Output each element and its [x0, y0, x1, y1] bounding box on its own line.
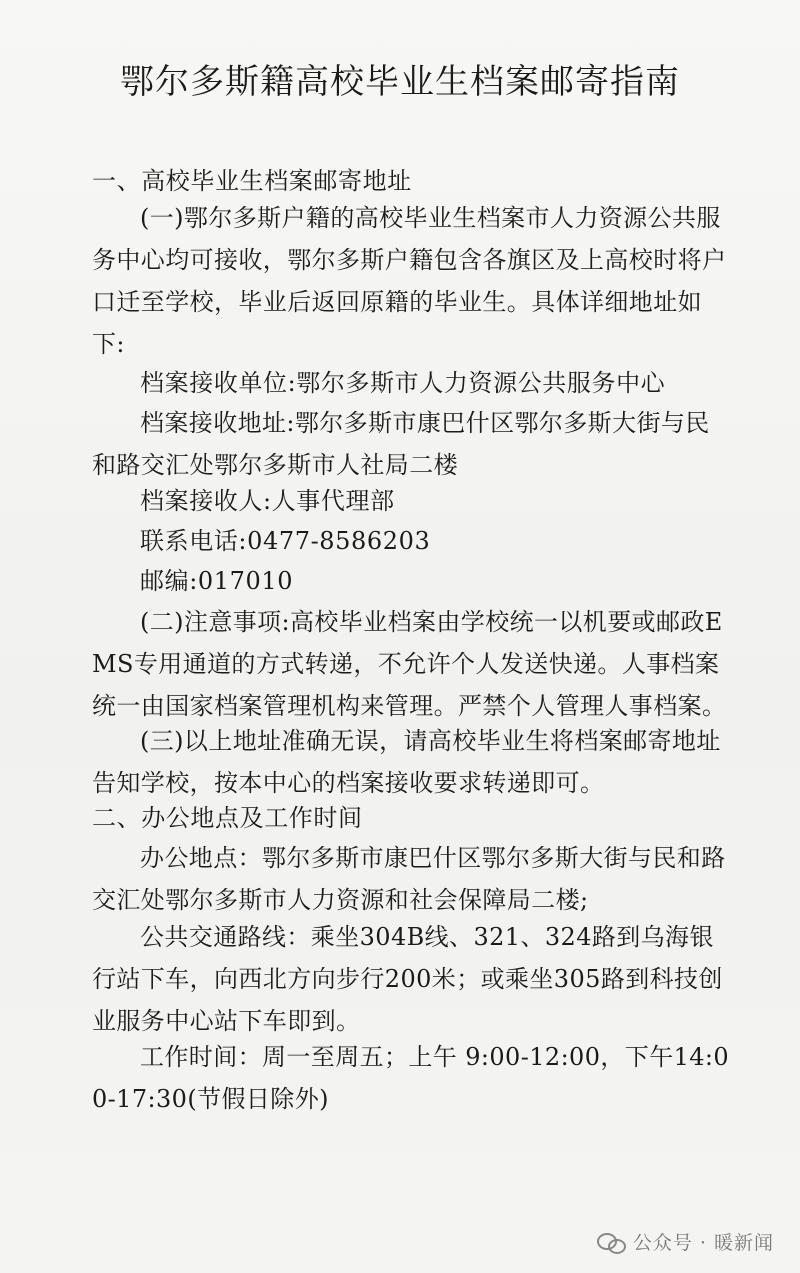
- section-1-item-1: (一)鄂尔多斯户籍的高校毕业生档案市人力资源公共服务中心均可接收，鄂尔多斯户籍包含各旗区及上高校时将户口迁至学校，毕业后返回原籍的毕业生。具体详细地址如下:: [92, 204, 727, 358]
- section-1-heading: 一、高校毕业生档案邮寄地址: [92, 167, 412, 195]
- public-transport: 公共交通路线：乘坐304B线、321、324路到乌海银行站下车，向西北方向步行200米；或乘坐305路到科技创业服务中心站下车即到。: [92, 923, 723, 1035]
- watermark-text: 公众号 · 暖新闻: [632, 1232, 774, 1254]
- receiver-address: 档案接收地址:鄂尔多斯市康巴什区鄂尔多斯大街与民和路交汇处鄂尔多斯市人社局二楼: [92, 409, 710, 479]
- receiver-unit: 档案接收单位:鄂尔多斯市人力资源公共服务中心: [140, 369, 666, 397]
- section-1-item-2: (二)注意事项:高校毕业档案由学校统一以机要或邮政EMS专用通道的方式转递，不允许个人发送快递。人事档案统一由国家档案管理机构来管理。严禁个人管理人事档案。: [92, 608, 727, 720]
- wechat-icon: [597, 1231, 625, 1253]
- watermark: [597, 1228, 774, 1255]
- contact-phone: 联系电话:0477-8586203: [140, 527, 431, 555]
- section-2-heading: 二、办公地点及工作时间: [92, 804, 363, 832]
- postcode: 邮编:017010: [140, 567, 294, 595]
- receiver-person: 档案接收人:人事代理部: [140, 487, 395, 515]
- section-1-item-3: (三)以上地址准确无误，请高校毕业生将档案邮寄地址告知学校，按本中心的档案接收要求转递即可。: [92, 727, 721, 797]
- office-location: 办公地点：鄂尔多斯市康巴什区鄂尔多斯大街与民和路交汇处鄂尔多斯市人力资源和社会保障局二楼;: [92, 844, 726, 914]
- working-hours: 工作时间：周一至周五；上午 9:00-12:00，下午14:00-17:30(节假日除外): [92, 1043, 730, 1113]
- document-title: 鄂尔多斯籍高校毕业生档案邮寄指南: [120, 62, 680, 102]
